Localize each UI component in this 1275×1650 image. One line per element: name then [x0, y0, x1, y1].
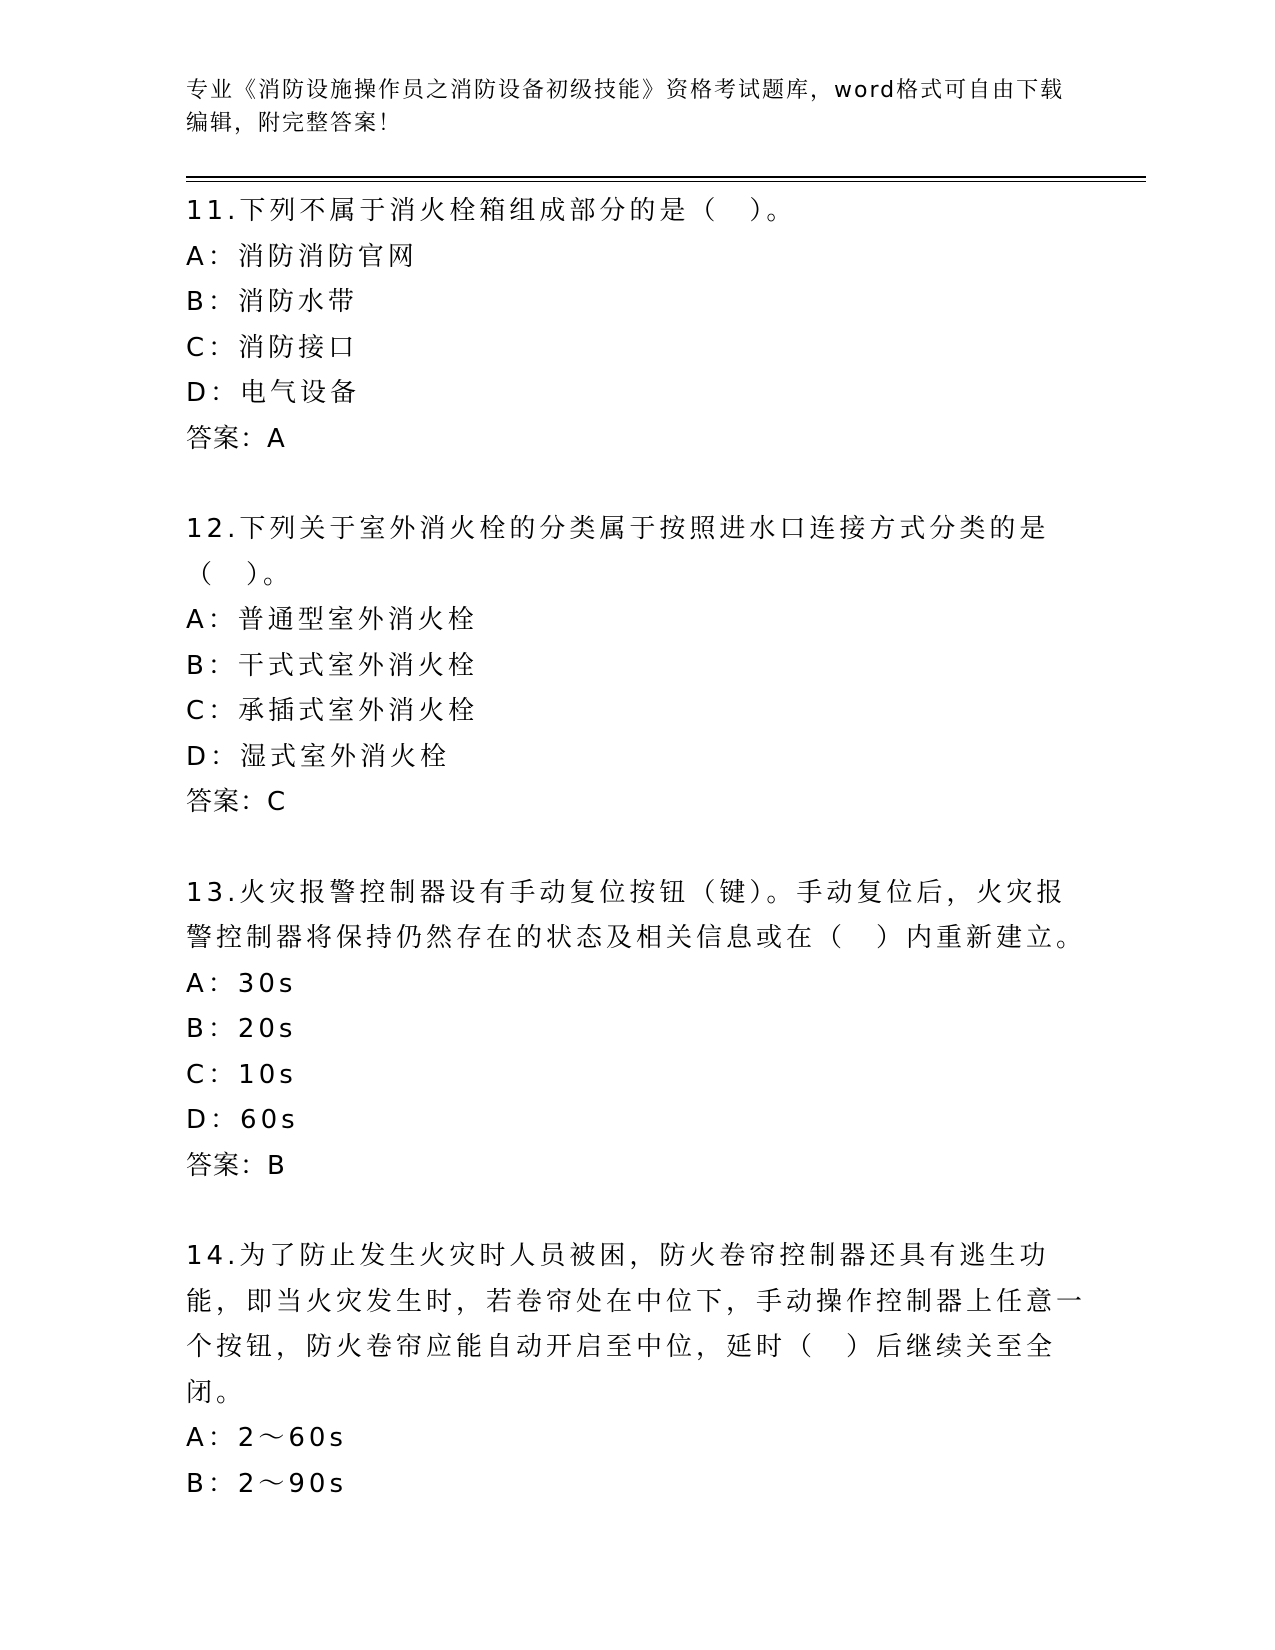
question-11	[186, 189, 1086, 462]
option-c: C：消防接口	[186, 332, 359, 363]
answer-line: 答案：B	[186, 1150, 286, 1181]
option-a: A：30s	[186, 968, 297, 999]
question-stem: 12.下列关于室外消火栓的分类属于按照进水口连接方式分类的是（ ）。	[186, 514, 1050, 590]
answer-line: 答案：C	[186, 787, 287, 817]
option-d: D：60s	[186, 1105, 299, 1135]
header-rule-thick	[186, 176, 1146, 178]
option-d: D：湿式室外消火栓	[186, 741, 451, 772]
question-13	[186, 871, 1086, 1190]
option-b: B：消防水带	[186, 287, 358, 317]
option-a: A：普通型室外消火栓	[186, 605, 478, 635]
option-a: A：2～60s	[186, 1423, 347, 1453]
option-a: A：消防消防官网	[186, 241, 418, 272]
option-b: B：2～90s	[186, 1468, 348, 1499]
question-14	[186, 1234, 1086, 1507]
option-b: B：20s	[186, 1014, 297, 1044]
option-c: C：10s	[186, 1059, 297, 1090]
header-rule-thin	[186, 181, 1146, 182]
question-12	[186, 507, 1086, 826]
question-stem: 14.为了防止发生火灾时人员被困，防火卷帘控制器还具有逃生功能，即当火灾发生时，若卷帘处在中位下，手动操作控制器上任意一个按钮，防火卷帘应能自动开启至中位，延时（ ）后继续关至全闭。	[186, 1241, 1087, 1408]
option-d: D：电气设备	[186, 378, 361, 408]
question-stem: 13.火灾报警控制器设有手动复位按钮（键）。手动复位后，火灾报警控制器将保持仍然存在的状态及相关信息或在（ ）内重新建立。	[186, 877, 1087, 953]
page-header: 专业《消防设施操作员之消防设备初级技能》资格考试题库，word格式可自由下载编辑，附完整答案！	[186, 78, 1065, 136]
question-stem: 11.下列不属于消火栓箱组成部分的是（ ）。	[186, 196, 797, 226]
question-list	[186, 189, 1086, 1552]
answer-line: 答案：A	[186, 423, 286, 454]
option-b: B：干式式室外消火栓	[186, 650, 478, 681]
option-c: C：承插式室外消火栓	[186, 696, 479, 726]
